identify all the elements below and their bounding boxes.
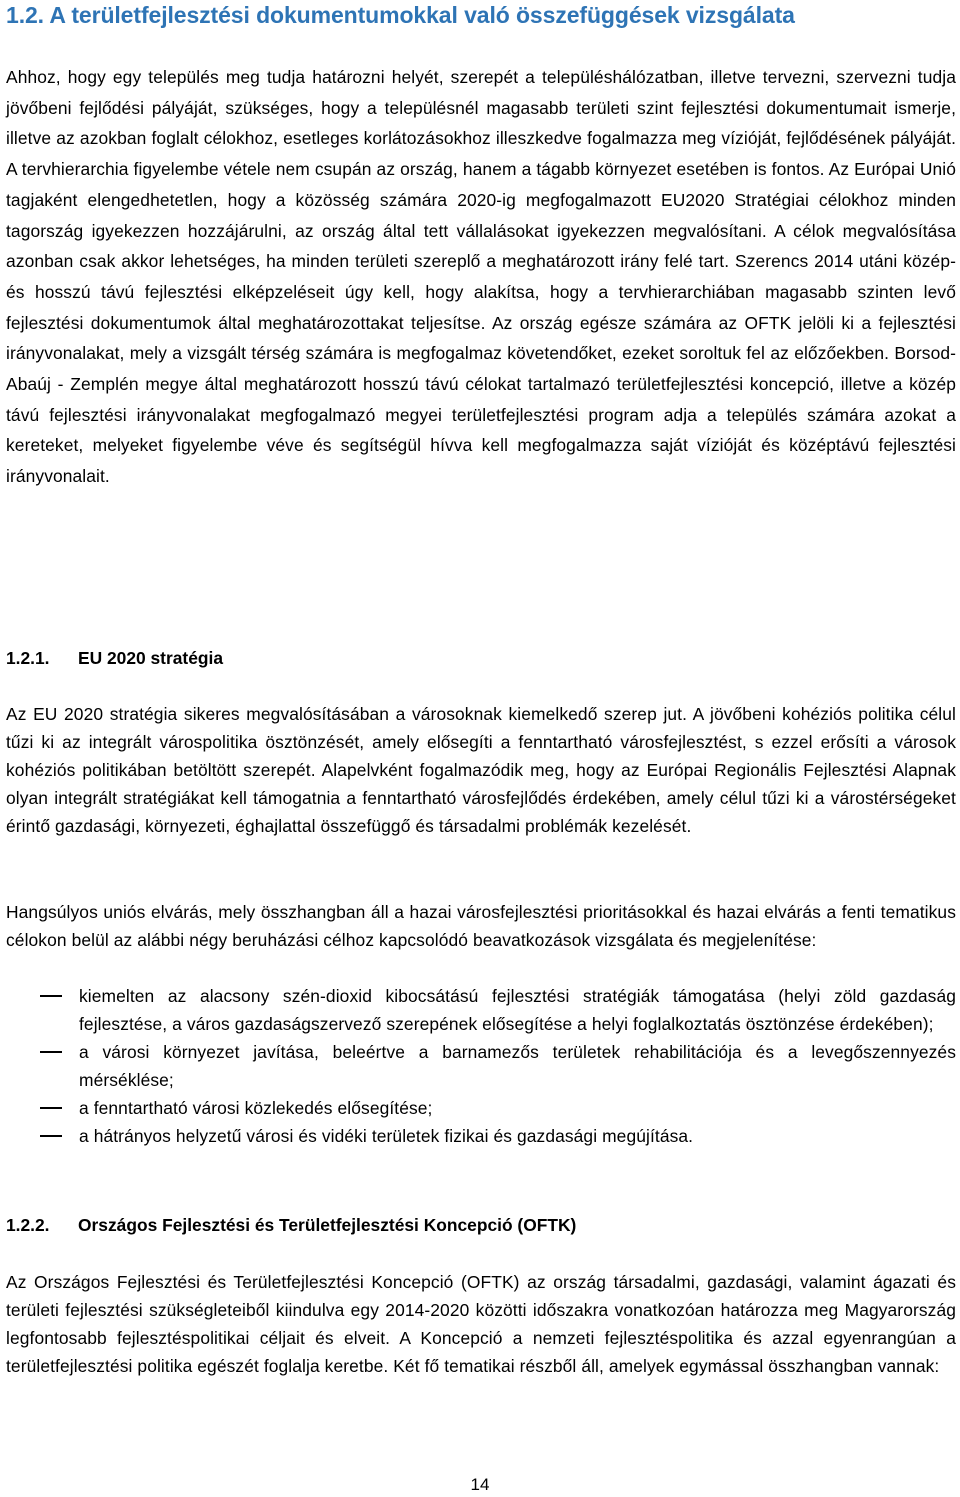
oftk-paragraph: Az Országos Fejlesztési és Területfejlesztési Koncepció (OFTK) az ország társadalmi, gazdasági, valamint ágazati és területi fejlesztési szükségleteiből kiindulva egy 2014-2020 közötti időszakra vonatkozóan határozza meg Magyarország legfontosabb fejlesztéspolitikai céljait és elveit. A Koncepció a nemzeti fejlesztéspolitika és azzal egyenrangúan a területfejlesztési politika egészét foglalja keretbe. Két fő tematikai részből áll, amelyek egymással összhangban vannak: <box>6 1272 956 1376</box>
investment-goals-list <box>6 982 956 1150</box>
list-item <box>6 982 956 1038</box>
intro-paragraph: Ahhoz, hogy egy település meg tudja határozni helyét, szerepét a településhálózatban, illetve tervezni, szervezni tudja jövőbeni fejlődési pályáját, szükséges, hogy a településnél magasabb területi szint fejlesztési dokumentumait ismerje, illetve az azokban foglalt célokhoz, esetleges korlátozásokhoz illeszkedve fogalmazza meg vízióját, fejlődésének pályáját. A tervhierarchia figyelembe vétele nem csupán az ország, hanem a tágabb környezet esetében is fontos. Az Európai Unió tagjaként elengedhetetlen, hogy a közösség számára 2020-ig megfogalmazott EU2020 Stratégiai célokhoz minden tagország igyekezzen hozzájárulni, az ország által tett vállalásokat igyekezzen megvalósítani. A célok megvalósítása azonban csak akkor lehetséges, ha minden területi szereplő a meghatározott irány felé tart. Szerencs 2014 utáni közép- és hosszú távú fejlesztési elképzeléseit úgy kell, hogy alakítsa, hogy a tervhierarchiában magasabb szinten levő fejlesztési dokumentumok által meghatározottakat teljesítse. Az ország egésze számára az OFTK jelöli ki a fejlesztési irányvonalakat, mely a vizsgált térség számára is megfogalmaz követendőket, ezeket soroltuk fel az előzőekben. Borsod- Abaúj - Zemplén megye által meghatározott hosszú távú célokat tartalmazó területfejlesztési koncepció, illetve a közép távú fejlesztési irányvonalakat megfogalmazó megyei területfejlesztési program adja a település számára azokat a kereteket, melyeket figyelembe véve és segítségül hívva kell megfogalmazza saját vízióját és középtávú fejlesztési irányvonalait. <box>6 67 956 487</box>
dash-bullet-icon <box>40 1135 62 1137</box>
subsection-number: 1.2.2. <box>6 1215 50 1235</box>
list-item-text: a hátrányos helyzetű városi és vidéki területek fizikai és gazdasági megújítása. <box>79 1126 694 1146</box>
page-number: 14 <box>470 1475 490 1494</box>
list-item <box>6 1038 956 1094</box>
list-item <box>6 1122 956 1150</box>
subsection-number: 1.2.1. <box>6 648 50 668</box>
section-heading: 1.2. A területfejlesztési dokumentumokkal való összefüggések vizsgálata <box>6 2 795 28</box>
subsection-heading-eu2020 <box>6 645 956 671</box>
subsection-heading-oftk <box>6 1212 956 1238</box>
subsection-title: EU 2020 stratégia <box>78 648 224 668</box>
list-item-text: a fenntartható városi közlekedés elősegítése; <box>79 1098 433 1118</box>
dash-bullet-icon <box>40 995 62 997</box>
subsection-title: Országos Fejlesztési és Területfejlesztési Koncepció (OFTK) <box>78 1215 577 1235</box>
eu2020-paragraph-1: Az EU 2020 stratégia sikeres megvalósításában a városoknak kiemelkedő szerep jut. A jövőbeni kohéziós politika célul tűzi ki az integrált várospolitika ösztönzését, amely elősegíti a fenntartható városfejlesztést, s ezzel erősíti a városok kohéziós politikában betöltött szerepét. Alapelvként fogalmazódik meg, hogy az Európai Regionális Fejlesztési Alapnak olyan integrált stratégiákat kell támogatnia a fenntartható városfejlődés érdekében, amely célul tűzi ki a várostérségeket érintő gazdasági, környezeti, éghajlattal összefüggő és társadalmi problémák kezelését. <box>6 704 956 836</box>
list-item-text: a városi környezet javítása, beleértve a barnamezős területek rehabilitációja és a levegőszennyezés mérséklése; <box>79 1042 956 1090</box>
list-item <box>6 1094 956 1122</box>
list-item-text: kiemelten az alacsony szén-dioxid kibocsátású fejlesztési stratégiák támogatása (helyi zöld gazdaság fejlesztése, a város gazdaságszervező szerepének elősegítése a helyi foglalkoztatás ösztönzése érdekében); <box>79 986 956 1034</box>
dash-bullet-icon <box>40 1107 62 1109</box>
eu2020-paragraph-2: Hangsúlyos uniós elvárás, mely összhangban áll a hazai városfejlesztési prioritásokkal és hazai elvárás a fenti tematikus célokon belül az alábbi négy beruházási célhoz kapcsolódó beavatkozások vizsgálata és megjelenítése: <box>6 902 956 950</box>
dash-bullet-icon <box>40 1051 62 1053</box>
